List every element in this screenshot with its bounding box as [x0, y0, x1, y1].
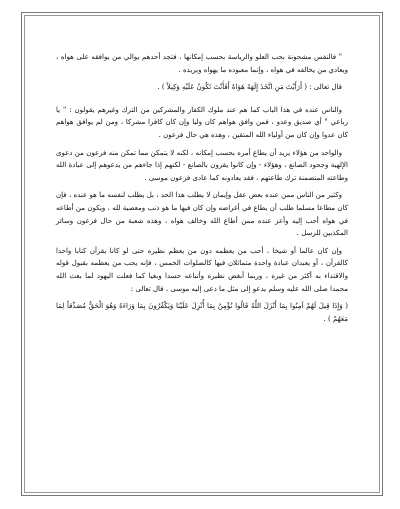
paragraph-3: والواحد من هؤلاء يريد أن يطاع أمره بحسب إمكانه ، لكنه لا يتمكن مما تمكن منه فرعون من دعوى الإلهية وجحود الصانع ، وهؤلاء - وإن كانوا يقرون بالصانع - لكنهم إذا جاءهم من يدعوهم إلى عبادة الله وطاعته المتضمنة ترك طاعتهم ، فقد يعادونه كما عادى فرعون موسى .: [56, 148, 348, 182]
document-body: [56, 51, 348, 330]
page-frame: [21, 12, 383, 496]
paragraph-4: وكثير من الناس ممن عنده بعض عقل وإيمان لا يطلب هذا الحد ، بل يطلب لنفسه ما هو عنده ، فإن كان مطاعا مسلما طلب أن يطاع في أغراضه وإن كان فيها ما هو ذنب ومعصية لله ، ويكون من أطاعه في هواه أحب إليه وأعز عنده ممن أطاع الله وخالف هواه ، وهذه شعبة من حال فرعون وسائر المكذبين للرسل .: [56, 191, 348, 238]
paragraph-2: والناس عنده في هذا الباب كما هم عند ملوك الكفار والمشركين من الترك وغيرهم يقولون : " يا رباعي " أي صديق وعدو ، فمن وافق هواهم كان وليا وإن كان كافرا مشركا ، ومن لم يوافق هواهم كان عدوا وإن كان من أولياء الله المتقين ، وهذه هي حال فرعون .: [56, 105, 348, 139]
paragraph-5: وإن كان عالما أو شيخا ، أحب من يعظمه دون من يعظم نظيره حتى لو كانا يقرآن كتابا واحدا كالقرآن ، أو يعبدان عبادة واحدة متماثلان فيها كالصلوات الخمس ، فإنه يحب من يعظمه بقبول قوله والاقتداء به أكثر من غيره ، وربما أبغض نظيره وأتباعه حسدا وبغيا كما فعلت اليهود لما بعث الله محمدا صلى الله عليه وسلم يدعو إلى مثل ما دعى إليه موسى ، قال تعالى :: [56, 246, 348, 293]
quran-verse-2: ( وَإِذَا قِيلَ لَهُمْ آمِنُوا بِمَا أَنْزَلَ اللَّهُ قَالُوا نُؤْمِنُ بِمَا أُنْزِلَ عَلَيْنَا وَيَكْفُرُونَ بِمَا وَرَاءَهُ وَهُوَ الْحَقُّ مُصَدِّقاً لِمَا مَعَهُمْ ) .: [56, 302, 348, 323]
quran-verse-1: قال تعالى : ( أَرَأَيْتَ مَنِ اتَّخَذَ إِلَهَهُ هَوَاهُ أَفَأَنْتَ تَكُونُ عَلَيْهِ وَكِيلاً ) .: [157, 83, 342, 92]
paragraph-1: " فالنفس مشحونة بحب العلو والرياسة بحسب إمكانها ، فتجد أحدهم يوالي من يوافقه على هواه ، ويعادي من يخالفه في هواه ، وإنما معبوده ما يهواه ويريده .: [56, 53, 348, 74]
